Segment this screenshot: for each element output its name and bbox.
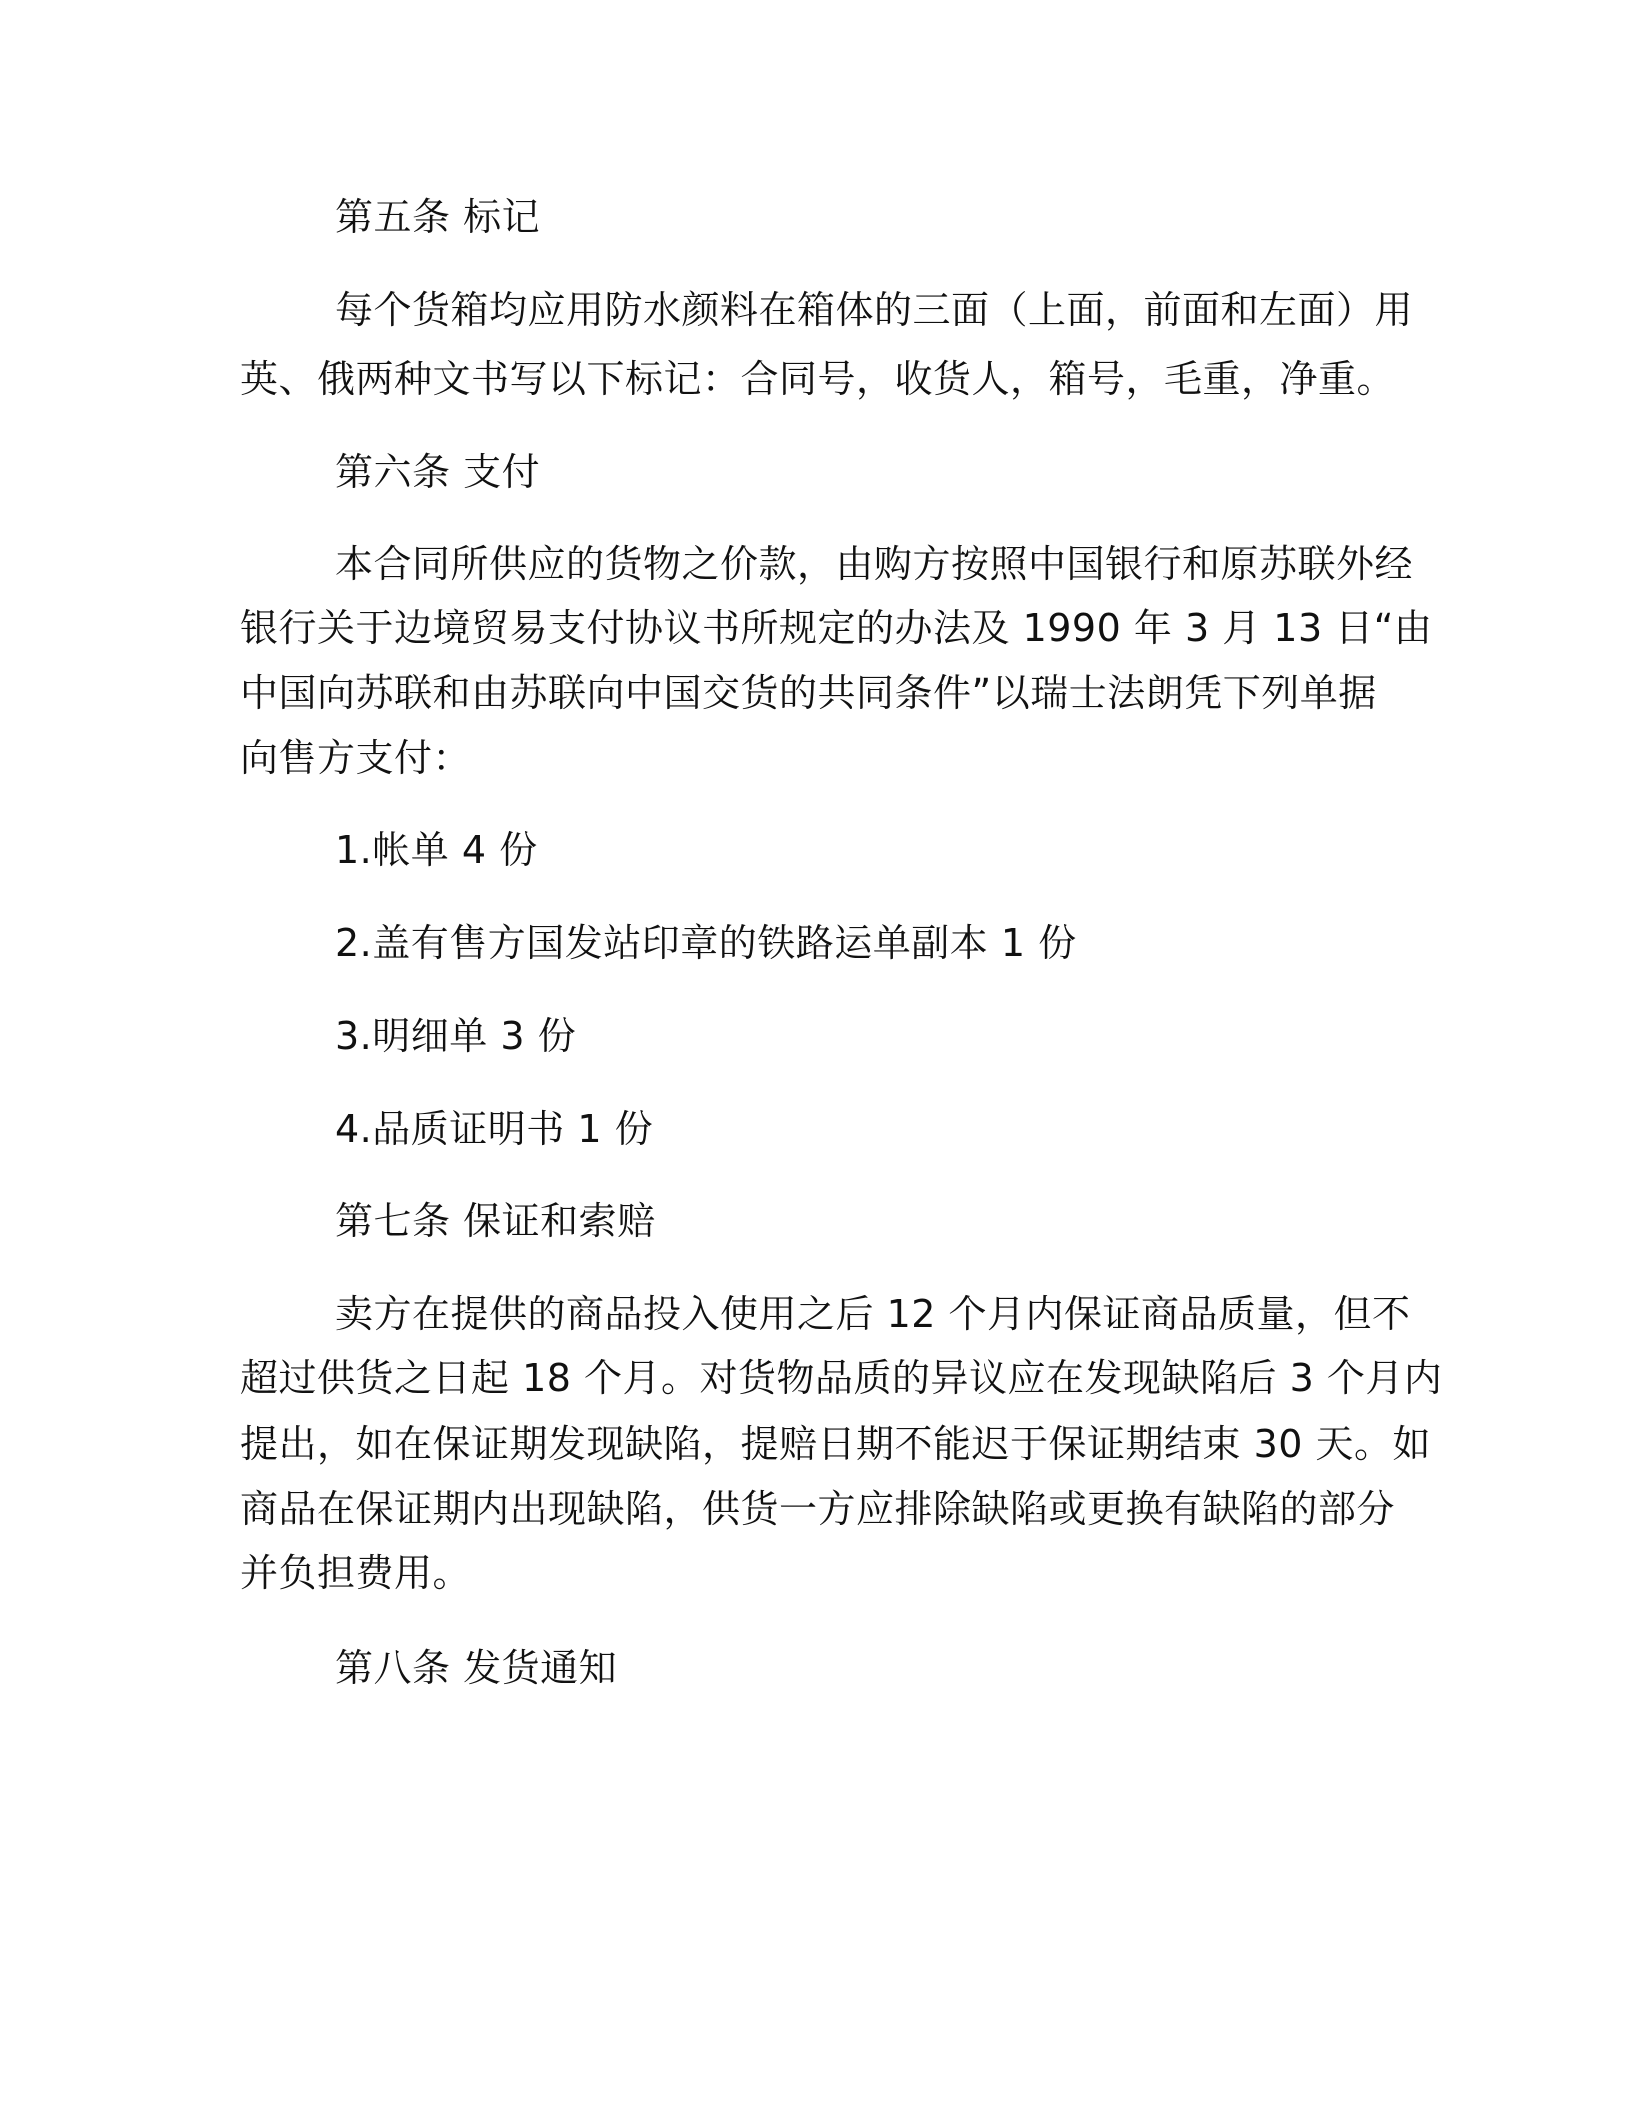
- section-7-text-line-3: 提出，如在保证期发现缺陷，提赔日期不能迟于保证期结束 30 天。如: [240, 1422, 1432, 1466]
- section-7-heading: 第七条 保证和索赔: [335, 1199, 656, 1243]
- section-7-text-line-4: 商品在保证期内出现缺陷，供货一方应排除缺陷或更换有缺陷的部分: [240, 1487, 1396, 1531]
- section-5-text-line-1: 每个货箱均应用防水颜料在箱体的三面（上面，前面和左面）用: [335, 288, 1414, 332]
- payment-document-item: 2.盖有售方国发站印章的铁路运单副本 1 份: [335, 921, 1077, 965]
- section-6-text-line-3: 中国向苏联和由苏联向中国交货的共同条件”以瑞士法朗凭下列单据: [240, 671, 1377, 715]
- section-7-text-line-1: 卖方在提供的商品投入使用之后 12 个月内保证商品质量，但不: [335, 1292, 1411, 1336]
- section-8-heading: 第八条 发货通知: [335, 1646, 618, 1690]
- payment-document-item: 3.明细单 3 份: [335, 1014, 577, 1058]
- section-6-heading: 第六条 支付: [335, 450, 541, 494]
- section-6-text-line-4: 向售方支付：: [240, 736, 472, 780]
- section-7-text-line-2: 超过供货之日起 18 个月。对货物品质的异议应在发现缺陷后 3 个月内: [240, 1356, 1443, 1400]
- section-6-text-line-1: 本合同所供应的货物之价款，由购方按照中国银行和原苏联外经: [335, 542, 1414, 586]
- payment-document-item: 4.品质证明书 1 份: [335, 1107, 654, 1151]
- section-6-text-line-2: 银行关于边境贸易支付协议书所规定的办法及 1990 年 3 月 13 日“由: [240, 606, 1433, 650]
- section-7-text-line-5: 并负担费用。: [240, 1551, 472, 1595]
- section-5-heading: 第五条 标记: [335, 195, 541, 239]
- section-5-text-line-2: 英、俄两种文书写以下标记：合同号，收货人，箱号，毛重，净重。: [240, 357, 1396, 401]
- payment-document-item: 1.帐单 4 份: [335, 828, 538, 872]
